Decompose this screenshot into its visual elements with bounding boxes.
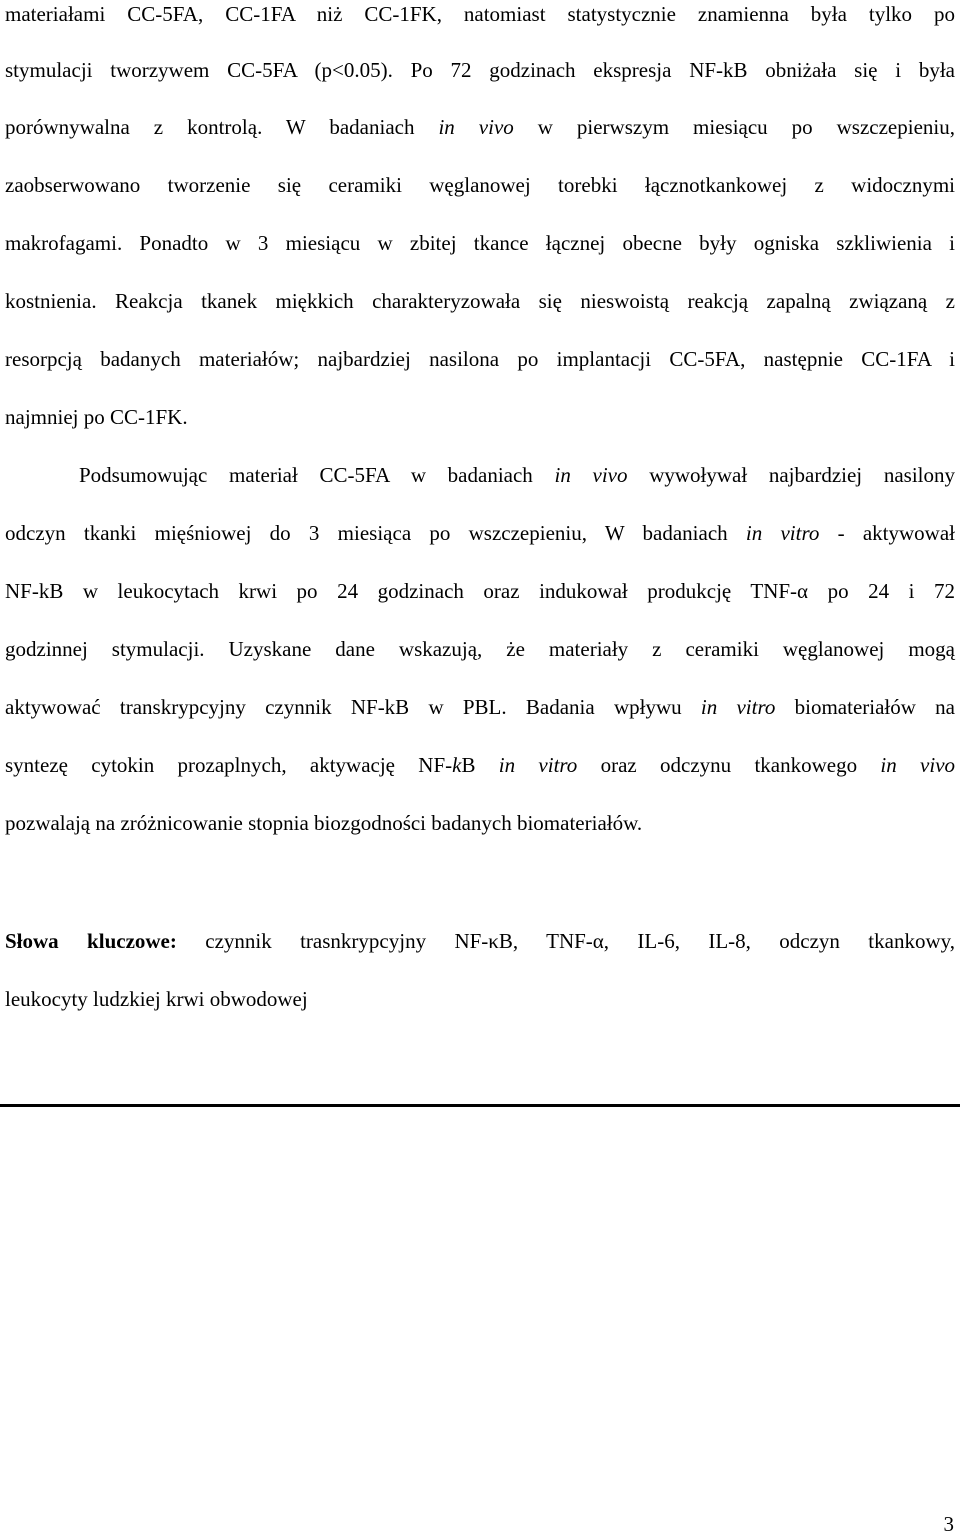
text-run: B [461,753,499,777]
text-run: odczyn tkanki mięśniowej do 3 miesiąca po wszczepieniu, W badaniach [5,521,746,545]
paragraph-2-line-1 [79,461,955,489]
text-run: Podsumowując materiał CC-5FA w badaniach [79,463,555,487]
paragraph-1-line-2: stymulacji tworzywem CC-5FA (p<0.05). Po 72 godzinach ekspresja NF-kB obniżała się i była [5,58,955,82]
paragraph-2-line-4: godzinnej stymulacji. Uzyskane dane wskazują, że materiały z ceramiki węglanowej mogą [5,637,955,661]
paragraph-1-line-6: kostnienia. Reakcja tkanek miękkich charakteryzowała się nieswoistą reakcją zapalną związaną z [5,289,955,313]
text-run: biomateriałów na [775,695,955,719]
text-run: w pierwszym miesiącu po wszczepieniu, [513,115,955,139]
paragraph-1-line-4: zaobserwowano tworzenie się ceramiki węglanowej torebki łącznotkankowej z widocznymi [5,173,955,197]
keywords-line-2: leukocyty ludzkiej krwi obwodowej [5,987,308,1011]
italic-term: in vitro [700,695,776,719]
paragraph-1-line-1: materiałami CC-5FA, CC-1FA niż CC-1FK, natomiast statystycznie znamienna była tylko po [5,2,955,26]
italic-term: in vivo [438,115,514,139]
italic-term: in vivo [880,753,956,777]
text-run: - aktywował [819,521,956,545]
paragraph-1-line-7: resorpcją badanych materiałów; najbardziej nasilona po implantacji CC-5FA, następnie CC-1FA i [5,347,955,371]
paragraph-1-line-3 [5,113,955,141]
text-run: syntezę cytokin prozaplnych, aktywację NF- [5,753,453,777]
paragraph-1-line-8: najmniej po CC-1FK. [5,405,188,429]
text-run: aktywować transkrypcyjny czynnik NF-kB w PBL. Badania wpływu [5,695,701,719]
paragraph-1-line-5: makrofagami. Ponadto w 3 miesiącu w zbitej tkance łącznej obecne były ogniska szkliwienia i [5,231,955,255]
section-divider [0,1104,960,1107]
italic-term: k [452,753,462,777]
text-run: wywoływał najbardziej nasilony [627,463,955,487]
paragraph-2-line-5 [5,693,955,721]
text-run: oraz odczynu tkankowego [577,753,881,777]
italic-term: in vitro [498,753,578,777]
paragraph-2-line-7: pozwalają na zróżnicowanie stopnia biozgodności badanych biomateriałów. [5,811,643,835]
italic-term: in vivo [554,463,628,487]
keywords-text: czynnik trasnkrypcyjny NF-κB, TNF-α, IL-6, IL-8, odczyn tkankowy, [176,929,955,953]
keywords-label: Słowa kluczowe: [5,929,177,953]
italic-term: in vitro [745,521,820,545]
text-run: porównywalna z kontrolą. W badaniach [5,115,439,139]
paragraph-2-line-6 [5,751,955,779]
paragraph-2-line-3: NF-kB w leukocytach krwi po 24 godzinach oraz indukował produkcję TNF-α po 24 i 72 [5,579,955,603]
paragraph-2-line-2 [5,519,955,547]
keywords-line-1 [5,927,955,955]
page-number: 3 [943,1512,954,1536]
